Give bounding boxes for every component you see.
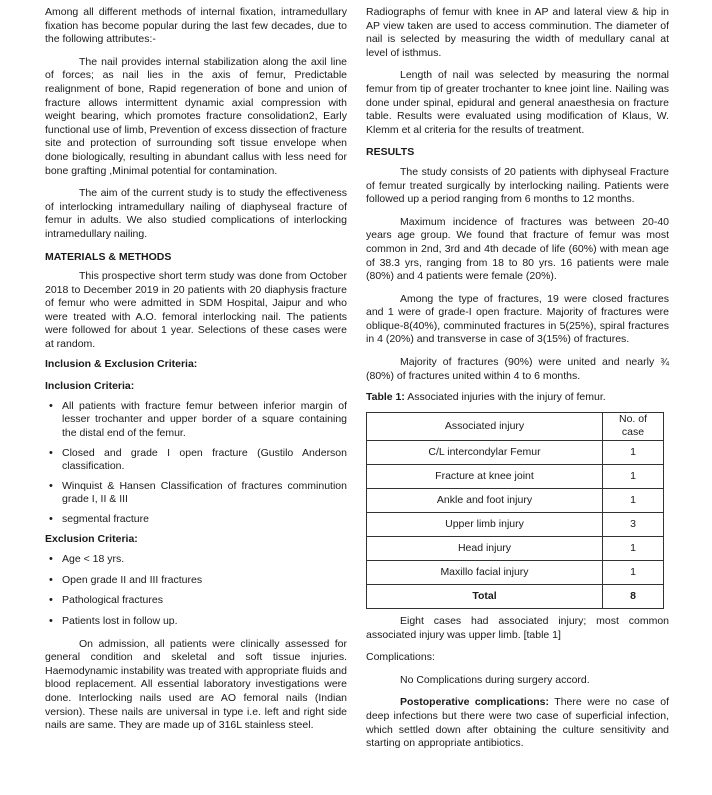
table-row	[367, 561, 664, 585]
table-cell: Total	[367, 585, 603, 609]
union-paragraph: Majority of fractures (90%) were united and nearly ¾ (80%) of fractures united within 4 to 6 months.	[366, 356, 669, 382]
intro-paragraph: Among all different methods of internal fixation, intramedullary fixation has become popular during the last few decades, due to the following attributes:-	[45, 6, 347, 46]
table-row	[367, 489, 664, 513]
right-column	[366, 6, 669, 751]
radiographs-paragraph: Radiographs of femur with knee in AP and lateral view & hip in AP view taken are used to access comminution. The diameter of nail is selected by measuring the width of medullary canal at level of isthmus.	[366, 6, 669, 59]
exclusion-criteria-heading: Exclusion Criteria:	[45, 532, 138, 545]
table-cell: 1	[603, 489, 664, 513]
left-column	[45, 6, 347, 733]
table-row	[367, 465, 664, 489]
bullet-icon: •	[49, 614, 53, 627]
age-distribution-paragraph: Maximum incidence of fractures was between 20-40 years age group. We found that fracture of femur was most common in 2nd, 3rd and 4th decade of life (60%) with mean age of 38.3 yrs, ranging from 18 to 80 yrs. 16 patients were male (80%) and 4 patients were female (20%).	[366, 215, 669, 283]
bullet-icon: •	[49, 573, 53, 586]
bullet-icon: •	[49, 594, 53, 607]
admission-paragraph: On admission, all patients were clinically assessed for general condition and skeletal and soft tissue injuries. Haemodynamic instability was treated with appropriate fluids and blood replacement. All essential laboratory investigations were done. Interlocking nails used are AO femoral nails (Indian version). These nails are universal in type i.e. left and right side nails are same. They are made up of 316L stainless steel.	[45, 637, 347, 732]
table-cell: Ankle and foot injury	[367, 489, 603, 513]
study-design-paragraph: This prospective short term study was done from October 2018 to December 2019 in 20 patients with 20 diaphysis fracture of femur who were admitted in SDM Hospital, Jaipur and who were treated with A.O. femoral interlocking nail. The patients were followed for about 1 year. Selections of these cases were at random.	[45, 270, 347, 351]
table-cell: Upper limb injury	[367, 513, 603, 537]
list-item: • Pathological fractures	[49, 594, 163, 607]
table-row	[367, 441, 664, 465]
table-label: Table 1:	[366, 391, 405, 404]
table-total-row	[367, 585, 664, 609]
nail-advantages-paragraph: The nail provides internal stabilization along the axil line of forces; as nail lies in the axis of femur, Predictable realignment of bone, Rapid regeneration of bone and union of fracture allows intermittent dynamic axial compression with weight bearing, which promotes fracture consolidation2, Early functional use of limb, Prevention of excess dissection of fracture site and protection of surrounding soft tissue envelope when done biologically, resulting in abundant callus with less need for bone grafting ,Minimal potential for contamination.	[45, 55, 347, 177]
results-heading: RESULTS	[366, 146, 415, 159]
list-item: • segmental fracture	[49, 513, 149, 525]
postop-label: Postoperative complications:	[400, 696, 550, 709]
list-item: • Winquist & Hansen Classification of fractures comminution grade I, II & III	[49, 479, 347, 506]
list-item: • Open grade II and III fractures	[49, 573, 203, 586]
list-item: • Closed and grade I open fracture (Gustilo Anderson classification.	[49, 446, 347, 473]
materials-methods-heading: MATERIALS & METHODS	[45, 250, 172, 263]
list-item: • All patients with fracture femur between inferior margin of lesser trochanter and upper border of a square containing the distal end of the femur.	[49, 399, 347, 440]
complications-text: No Complications during surgery accord.	[400, 673, 590, 686]
table-cell: 1	[603, 537, 664, 561]
table-cell: 1	[603, 561, 664, 585]
table-cell: Maxillo facial injury	[367, 561, 603, 585]
bullet-icon: •	[49, 479, 53, 492]
table-cell: Head injury	[367, 537, 603, 561]
inclusion-exclusion-heading: Inclusion & Exclusion Criteria:	[45, 357, 198, 370]
table-cell: 3	[603, 513, 664, 537]
table-cell: 8	[603, 585, 664, 609]
column-header: No. of case	[603, 412, 664, 440]
aim-paragraph: The aim of the current study is to study the effectiveness of interlocking intramedullary nailing of diaphyseal fracture of femur in adults. We also studied complications of interlocking intramedullary nailing.	[45, 187, 347, 240]
column-header: Associated injury	[367, 412, 603, 440]
bullet-icon: •	[49, 399, 53, 412]
list-item: • Age < 18 yrs.	[49, 553, 125, 566]
bullet-icon: •	[49, 446, 53, 459]
table-cell: C/L intercondylar Femur	[367, 441, 603, 465]
inclusion-criteria-heading: Inclusion Criteria:	[45, 380, 135, 393]
inclusion-list	[45, 400, 347, 527]
table-caption: Table 1: Associated injuries with the injury of femur.	[366, 391, 606, 404]
list-item: • Patients lost in follow up.	[49, 614, 178, 627]
table-cell: Fracture at knee joint	[367, 465, 603, 489]
study-patients-paragraph: The study consists of 20 patients with diphyseal Fracture of femur treated surgically by interlocking nailing. Patients were followed up a period ranging from 6 months to 12 months.	[366, 165, 669, 206]
exclusion-list	[45, 553, 347, 628]
table-row	[367, 513, 664, 537]
complications-label: Complications:	[366, 651, 435, 664]
postop-complications-paragraph: Postoperative complications: There were no case of deep infections but there were two case of superficial infection, which settled down after obtaining the culture sensitivity and starting on appropriate antibiotics.	[366, 696, 670, 750]
table-cell: 1	[603, 465, 664, 489]
bullet-icon: •	[49, 553, 53, 566]
associated-injuries-table	[366, 412, 664, 609]
fracture-types-paragraph: Among the type of fractures, 19 were closed fractures and 1 were of grade-I open fracture. Majority of fractures were oblique-8(40%), comminuted fractures in 5(25%), spiral fractures in 4 (20%) and transverse in case of 3(15%) of fractures.	[366, 292, 669, 346]
table-cell: 1	[603, 441, 664, 465]
associated-injury-paragraph: Eight cases had associated injury; most common associated injury was upper limb. [table 1]	[366, 615, 669, 641]
bullet-icon: •	[49, 513, 53, 525]
table-row	[367, 537, 664, 561]
nail-length-paragraph: Length of nail was selected by measuring the normal femur from tip of greater trochanter to knee joint line. Nailing was done under spinal, epidural and general anaesthesia on fracture table. Results were evaluated using modification of Klaus, W. Klemm et al criteria for the results of treatment.	[366, 69, 669, 136]
table-header-row	[367, 412, 664, 440]
